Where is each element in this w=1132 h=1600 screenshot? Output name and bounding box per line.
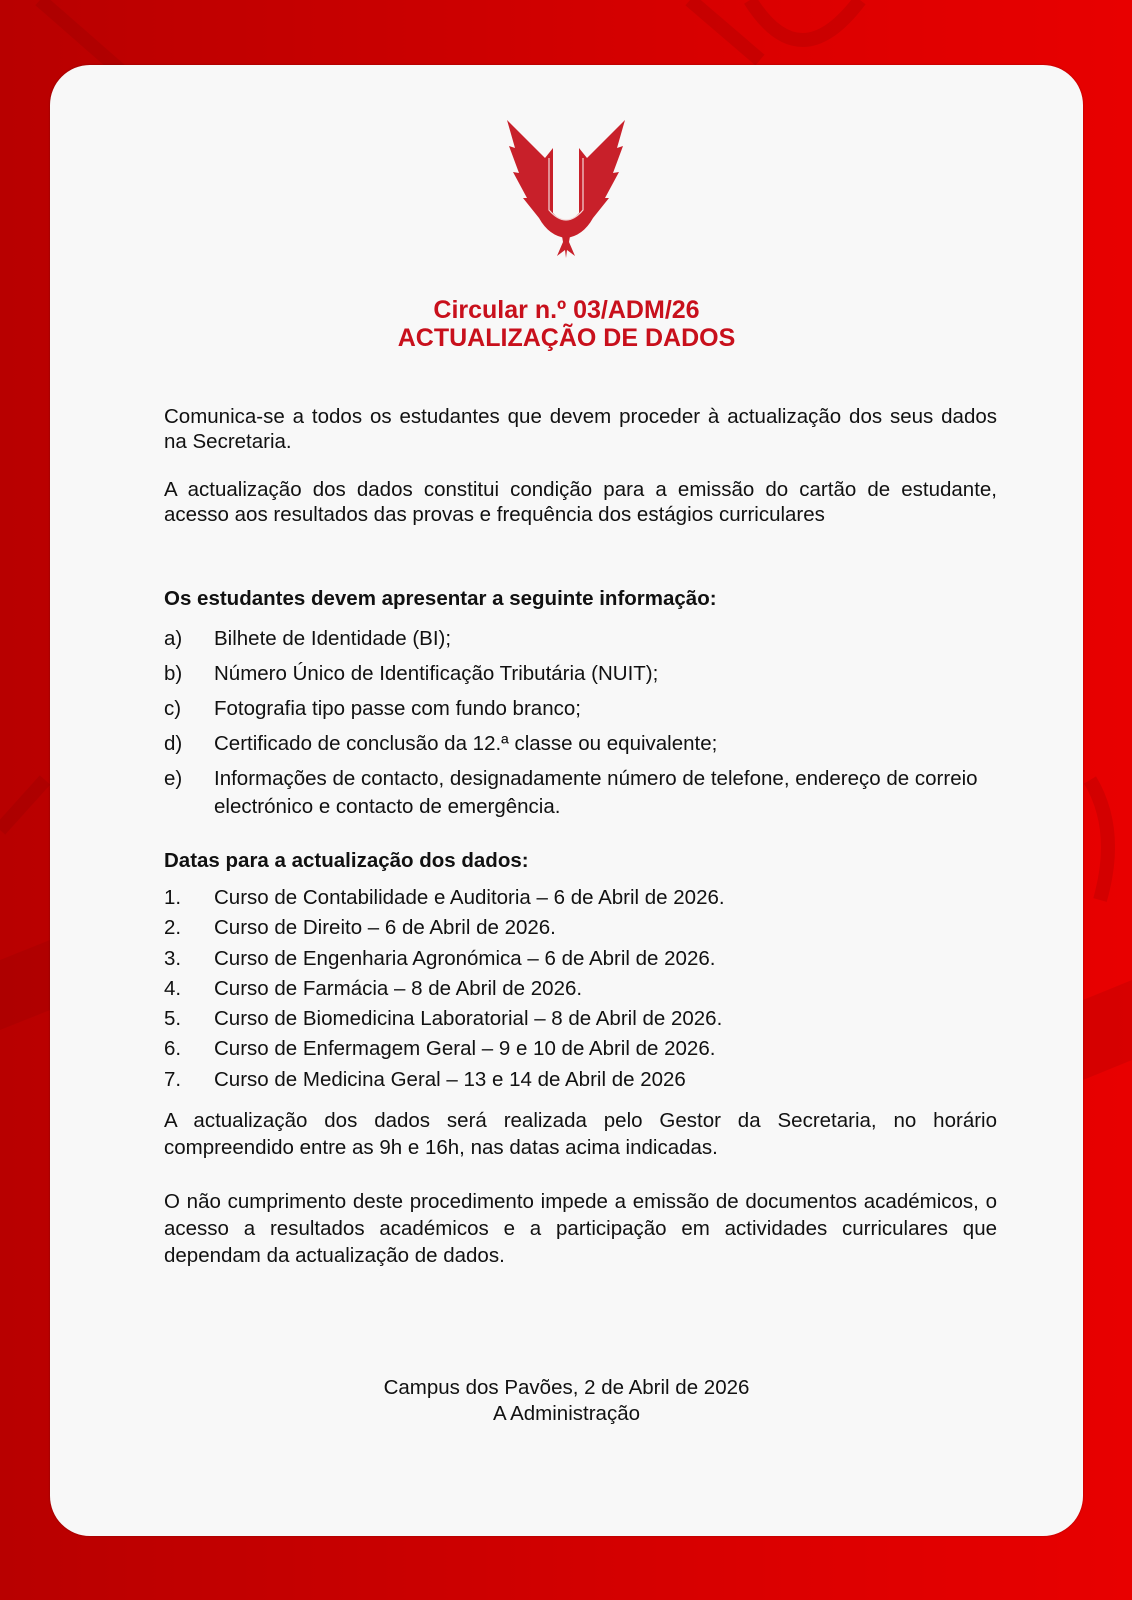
list-marker: a) [164, 627, 183, 650]
list-item-text: Curso de Biomedicina Laboratorial – 8 de Abril de 2026. [214, 1007, 723, 1031]
list-item-text: Bilhete de Identidade (BI); [214, 627, 452, 650]
circular-number: Circular n.º 03/ADM/26 [433, 296, 700, 324]
list-item [164, 913, 997, 943]
list-marker: 6. [164, 1037, 182, 1061]
list-item [164, 730, 997, 757]
requirements-heading: Os estudantes devem apresentar a seguinte informação: [164, 587, 717, 610]
list-item [164, 944, 997, 974]
list-item-text: Curso de Medicina Geral – 13 e 14 de Abril de 2026 [214, 1067, 686, 1091]
list-marker: 1. [164, 886, 182, 909]
list-marker: c) [164, 697, 182, 720]
list-item [164, 695, 997, 722]
eagle-logo-icon [505, 118, 627, 258]
list-item-text: Curso de Farmácia – 8 de Abril de 2026. [214, 976, 583, 1000]
list-item-text: Curso de Direito – 6 de Abril de 2026. [214, 916, 556, 940]
list-item-text: Curso de Enfermagem Geral – 9 e 10 de Abril de 2026. [214, 1037, 716, 1061]
list-marker: 2. [164, 916, 182, 940]
dates-list [164, 883, 997, 1095]
list-item [164, 765, 997, 821]
intro-paragraph: Comunica-se a todos os estudantes que devem proceder à actualização dos seus dados na Secretaria. [164, 405, 997, 453]
list-item [164, 660, 997, 687]
list-item [164, 625, 997, 652]
list-item-text: Informações de contacto, designadamente número de telefone, endereço de correio electrónico e contacto de emergência. [214, 767, 978, 818]
list-item [164, 974, 997, 1004]
circular-title [50, 296, 1083, 352]
dates-heading: Datas para a actualização dos dados: [164, 849, 529, 872]
signature-block [50, 1375, 1083, 1427]
list-item-text: Fotografia tipo passe com fundo branco; [214, 697, 581, 720]
list-item [164, 1034, 997, 1064]
list-item-text: Curso de Engenharia Agronómica – 6 de Abril de 2026. [214, 946, 716, 970]
list-marker: 3. [164, 946, 182, 970]
signature-author: A Administração [493, 1402, 640, 1425]
list-item-text: Certificado de conclusão da 12.ª classe ou equivalente; [214, 732, 718, 755]
condition-paragraph: A actualização dos dados constitui condição para a emissão do cartão de estudante, acesso aos resultados das provas e frequência dos estágios curriculares [164, 478, 997, 526]
list-marker: 5. [164, 1007, 182, 1031]
list-item [164, 1065, 997, 1095]
circular-subject: ACTUALIZAÇÃO DE DADOS [397, 324, 736, 352]
list-marker: 4. [164, 976, 182, 1000]
list-item [164, 883, 997, 913]
schedule-paragraph: A actualização dos dados será realizada pelo Gestor da Secretaria, no horário compreendido entre as 9h e 16h, nas datas acima indicadas. [164, 1109, 997, 1159]
signature-place-date: Campus dos Pavões, 2 de Abril de 2026 [383, 1376, 750, 1399]
list-item [164, 1004, 997, 1034]
list-item-text: Curso de Contabilidade e Auditoria – 6 de Abril de 2026. [214, 886, 725, 909]
warning-paragraph: O não cumprimento deste procedimento impede a emissão de documentos académicos, o acesso a resultados académicos e a participação em actividades curriculares que dependam da actualização de dados. [164, 1190, 997, 1267]
list-marker: e) [164, 767, 183, 790]
list-marker: d) [164, 732, 183, 755]
list-marker: b) [164, 662, 183, 685]
list-item-text: Número Único de Identificação Tributária (NUIT); [214, 662, 659, 685]
requirements-list [164, 625, 997, 821]
list-marker: 7. [164, 1067, 182, 1091]
